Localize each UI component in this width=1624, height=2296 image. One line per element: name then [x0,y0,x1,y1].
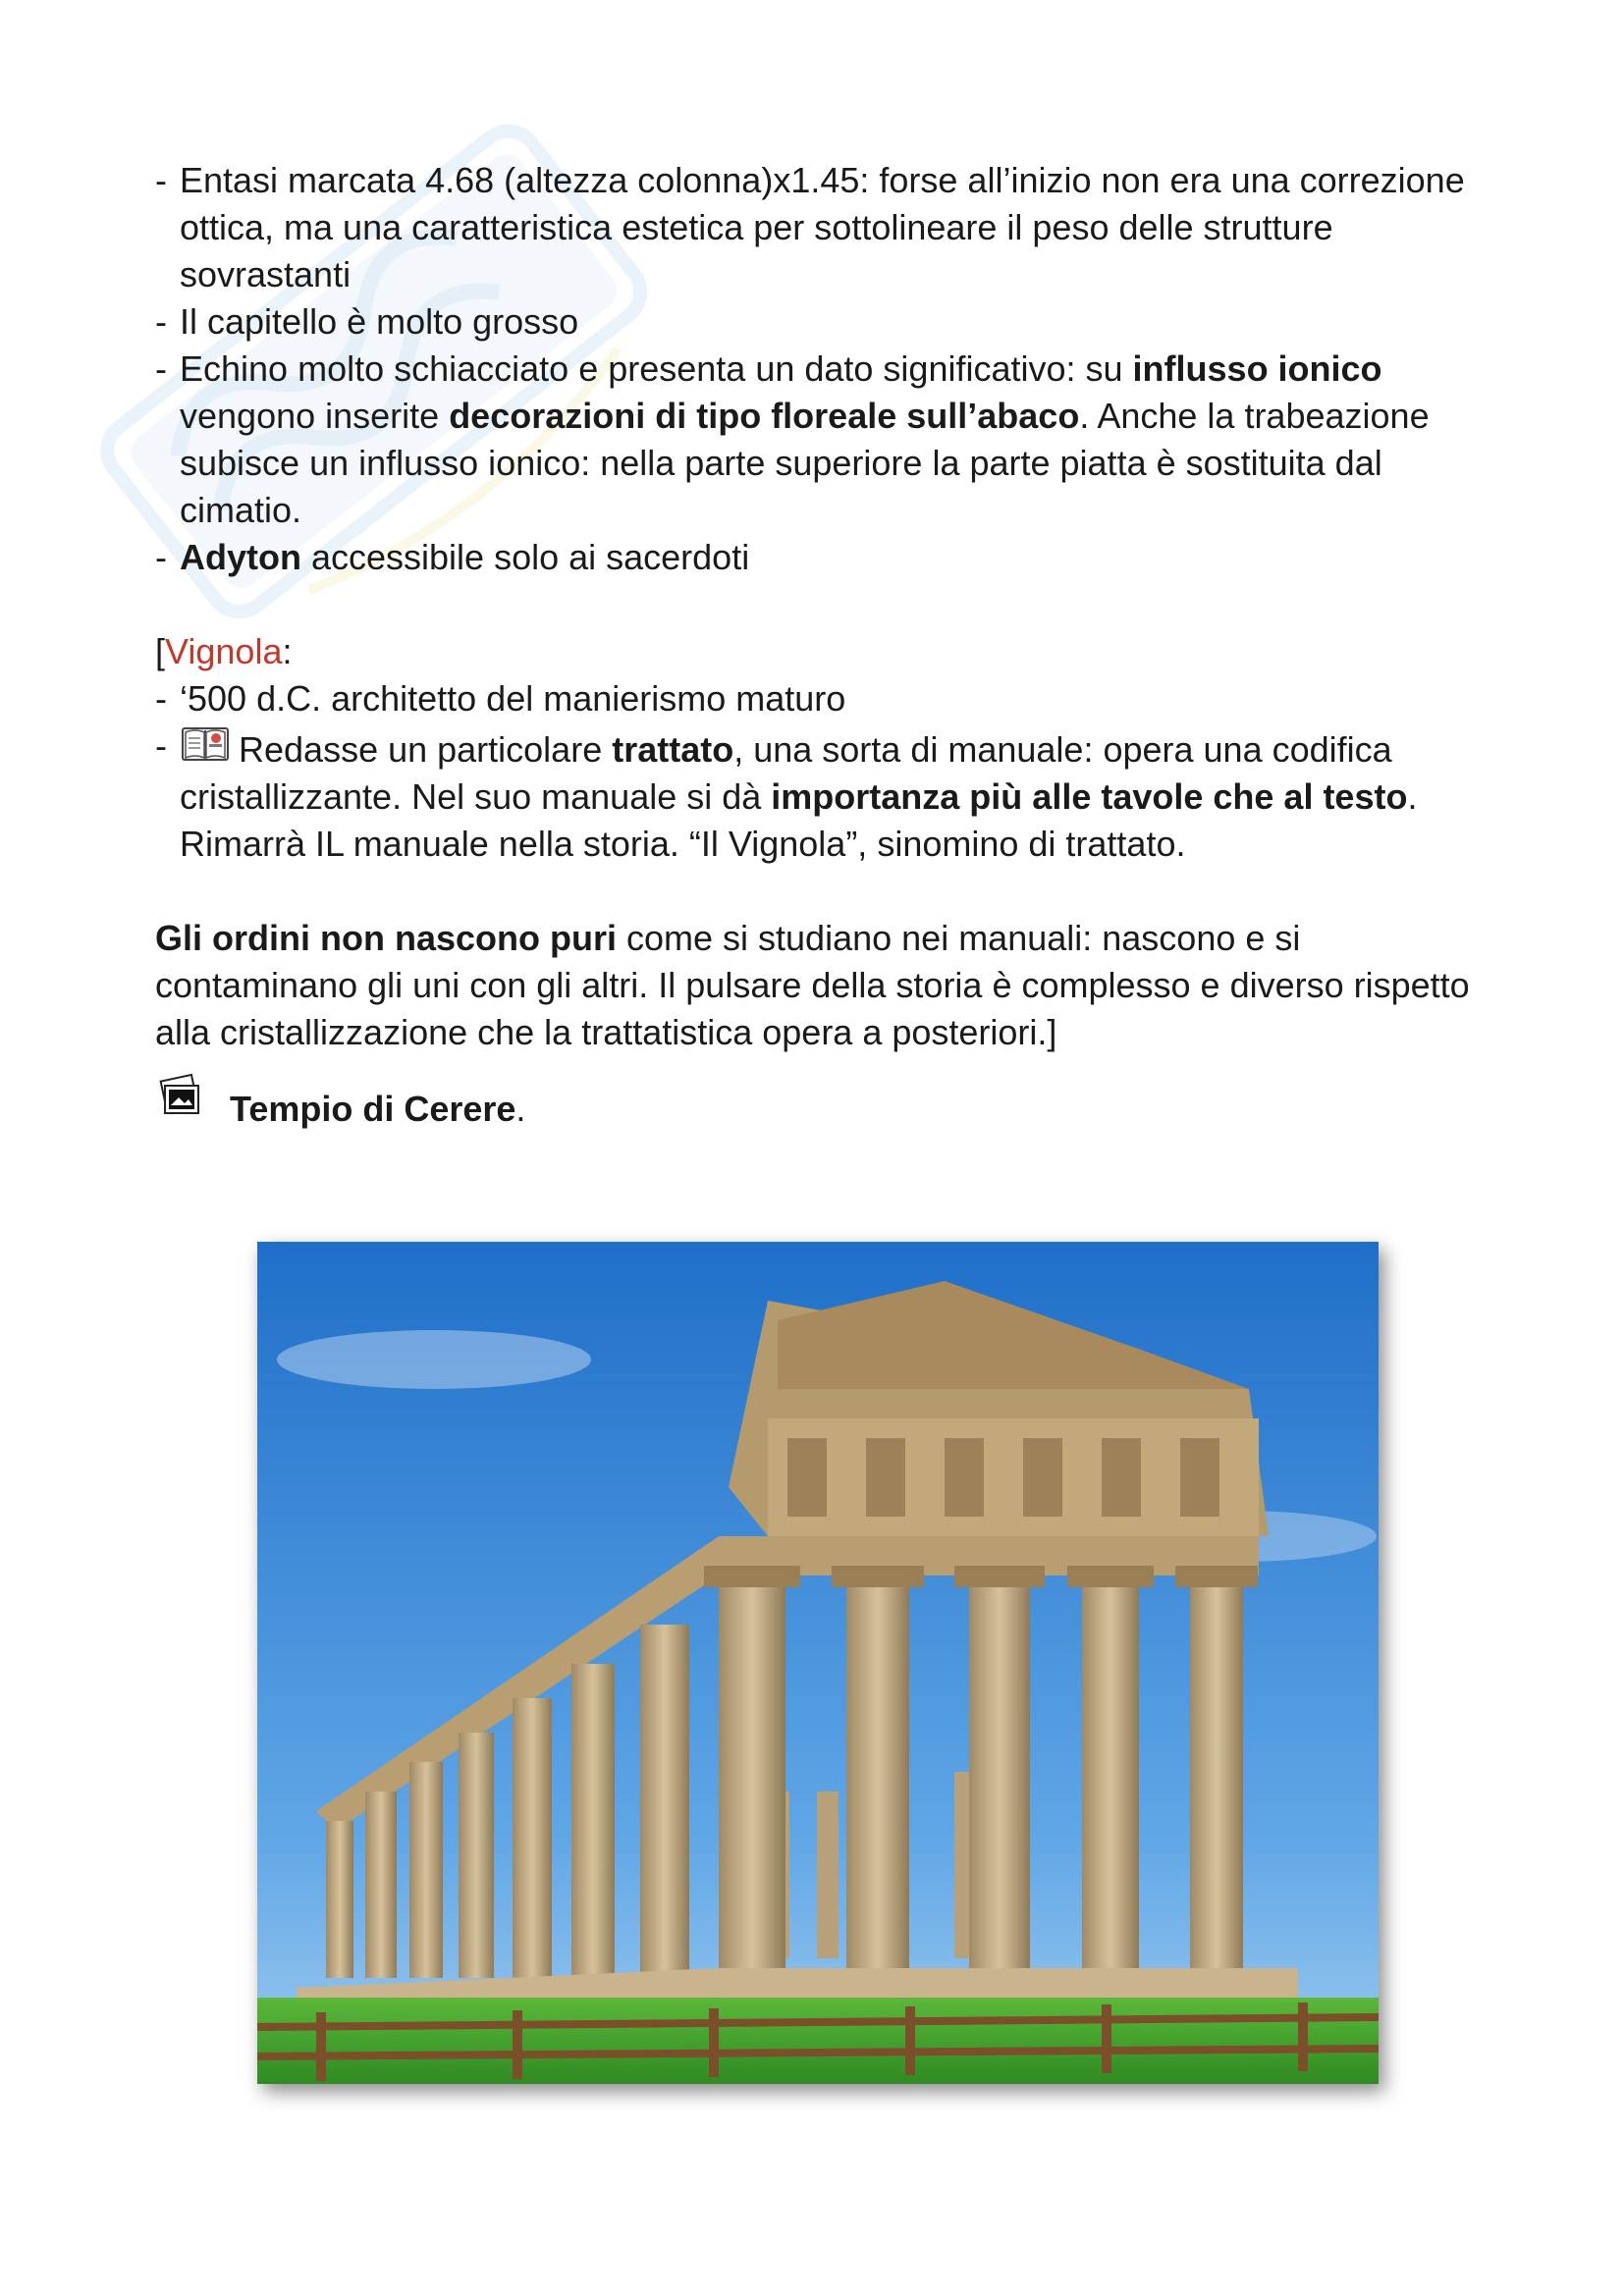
bold-text: decorazioni di tipo floreale sull’abaco [449,396,1080,436]
image-heading [155,1072,1510,1131]
text-segment: . Anche la trabeazione subisce un influsso ionico: nella parte superiore la parte piatta è sostituita dal cimatio. [180,396,1430,530]
vignola-name: Vignola [165,631,283,671]
bullet-text [180,678,845,719]
text-segment: , una sorta di manuale: opera una codifica cristallizzante. Nel suo manuale si dà [180,729,1392,817]
bullet-item: - Il capitello è molto grosso [155,301,579,342]
bullet-text [180,348,1430,530]
bold-text: Adyton [180,537,301,577]
text-segment: vengono inserite [180,396,450,436]
vignola-heading: [Vignola: [155,631,293,671]
bullet-text [180,537,749,577]
text-segment: come si studiano nei manuali: nascono e si contaminano gli uni con gli altri. Il pulsare della storia è complesso e diverso rispetto alla cristallizzazione che la trattatistica opera a posteriori.] [155,918,1470,1052]
bullet-item: - Redasse un particolare trattato, una sorta di manuale: opera una codifica cristallizzante. Nel suo manuale si dà importanza più alle tavole che al testo. Rimarrà IL manuale nella storia. “Il Vignola”, sinomino di trattato. [155,722,1510,868]
bold-text: Gli ordini non nascono puri [155,918,617,958]
text-segment: accessibile solo ai sacerdoti [300,537,750,577]
bullets-top [155,157,1510,581]
bullet-item: - Adyton accessibile solo ai sacerdoti [155,537,750,577]
bullet-item: - ‘500 d.C. architetto del manierismo maturo [155,678,846,719]
temple-photo [257,1242,1379,2084]
bullet-item: - Entasi marcata 4.68 (altezza colonna)x1.45: forse all’inizio non era una correzione ottica, ma una caratteristica estetica per sottolineare il peso delle strutture sovrastanti [155,160,1465,294]
text-segment: Il capitello è molto grosso [180,301,579,342]
heading-title-line: Tempio di Cerere. [230,1089,526,1129]
bold-text: influsso ionico [1132,348,1382,389]
vignola-section [155,628,1510,868]
text-segment: Entasi marcata 4.68 (altezza colonna)x1.45: forse all’inizio non era una correzione ottica, ma una caratteristica estetica per sottolineare il peso delle strutture sovrastanti [180,160,1465,294]
paragraph-contaminazione [155,915,1510,1056]
photo-camera-icon [155,1072,204,1119]
bullet-text [180,729,1417,864]
text-segment: Redasse un particolare [239,729,613,770]
bullet-text [180,160,1465,294]
bullet-item: - Echino molto schiacciato e presenta un dato significativo: su influsso ionico vengono inserite decorazioni di tipo floreale sull’abaco. Anche la trabeazione subisce un influsso ionico: nella parte superiore la parte piatta è sostituita dal cimatio. [155,348,1430,530]
book-icon [180,722,231,766]
text-segment: ‘500 d.C. architetto del manierismo maturo [180,678,846,719]
heading-title: Tempio di Cerere [230,1089,516,1129]
text-segment: Echino molto schiacciato e presenta un dato significativo: su [180,348,1133,389]
document-body [155,157,1510,1131]
text-segment: . Rimarrà IL manuale nella storia. “Il Vignola”, sinomino di trattato. [180,776,1418,864]
bullet-text [180,301,578,342]
bold-text: trattato [612,729,734,770]
bold-text: importanza più alle tavole che al testo [771,776,1408,817]
